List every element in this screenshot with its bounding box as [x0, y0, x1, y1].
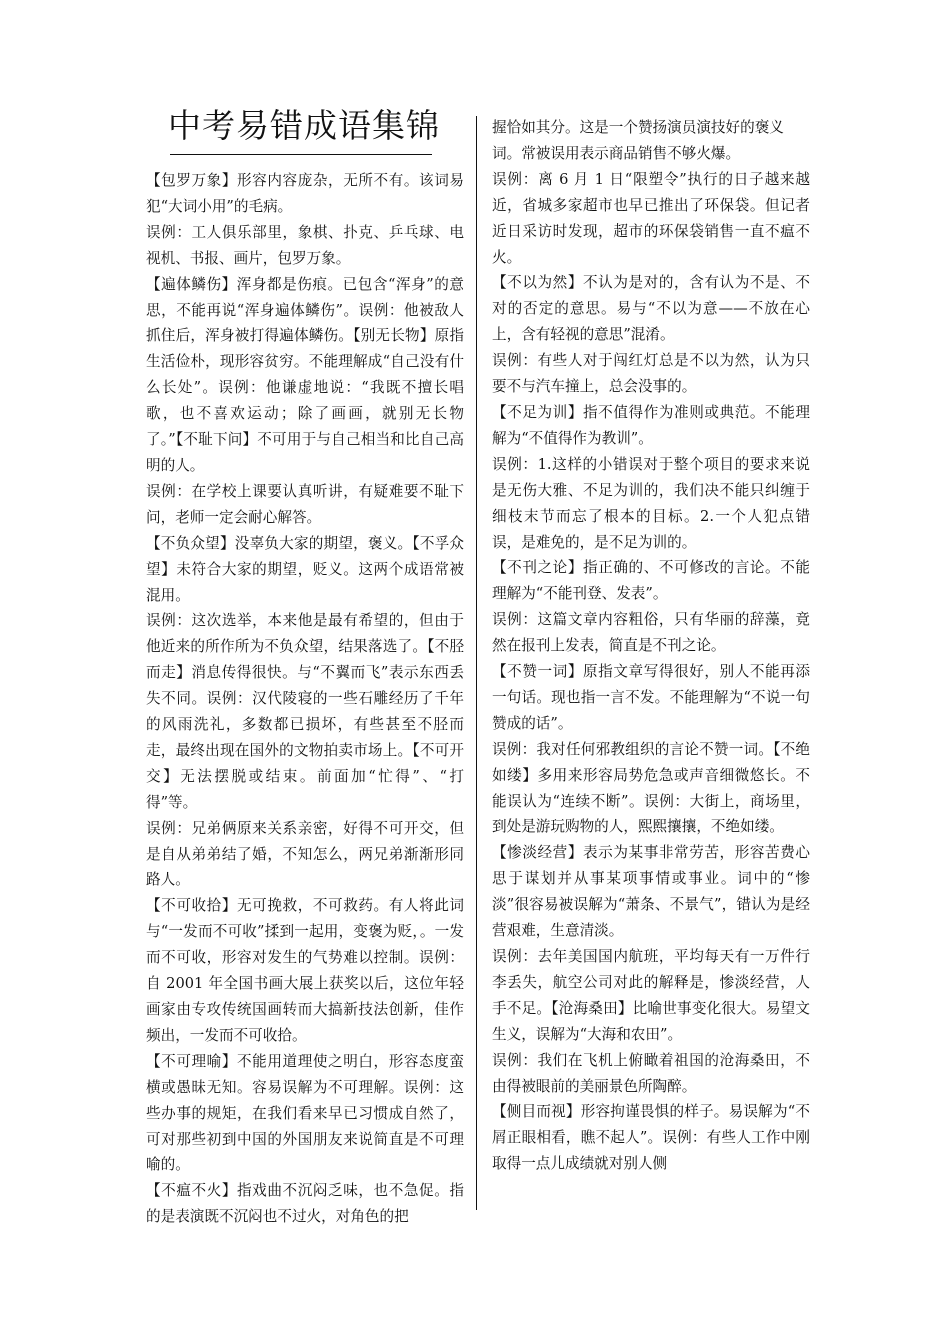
paragraph: 【惨淡经营】表示为某事非常劳苦，形容苦费心思于谋划并从事某项事情或事业。词中的“惨淡”很容易被误解为“萧条、不景气”，错认为是经营艰难，生意清淡。: [492, 844, 810, 940]
paragraph: 误例：工人俱乐部里，象棋、扑克、乒乓球、电视机、书报、画片，包罗万象。: [146, 223, 464, 267]
paragraph: 误例：这次选举，本来他是最有希望的，但由于他近来的所作所为不负众望，结果落选了。【不胫而走】消息传得很快。与“不翼而飞”表示东西丢失不同。误例：汉代陵寝的一些石雕经历了千年的风雨洗礼，多数都已损坏，有些甚至不胫而走，最终出现在国外的文物拍卖市场上。【不可开交】无法摆脱或结束。前面加“忙得”、“打得”等。: [146, 612, 464, 811]
paragraph: 词。常被误用表示商品销售不够火爆。: [492, 144, 741, 162]
paragraph: 误例：离 6 月 1 日“限塑令”执行的日子越来越近，省城多家超市也早已推出了环保袋。但记者近日采访时发现，超市的环保袋销售一直不瘟不火。: [492, 170, 810, 266]
paragraph: 误例：有些人对于闯红灯总是不以为然，认为只要不与汽车撞上，总会没事的。: [492, 352, 810, 396]
paragraph: 握恰如其分。这是一个赞扬演员演技好的褒义: [492, 119, 784, 136]
paragraph: 误例：在学校上课要认真听讲，有疑难要不耻下问，老师一定会耐心解答。: [146, 482, 464, 526]
paragraph: 【包罗万象】形容内容庞杂，无所不有。该词易犯“大词小用”的毛病。: [146, 172, 464, 215]
paragraph: 【不赞一词】原指文章写得很好，别人不能再添一句话。现也指一言不发。不能理解为“不说一句赞成的话”。: [492, 663, 810, 732]
paragraph: 误例：这篇文章内容粗俗，只有华丽的辞藻，竟然在报刊上发表，简直是不刊之论。: [492, 611, 810, 655]
paragraph: 【遍体鳞伤】浑身都是伤痕。已包含“浑身”的意思，不能再说“浑身遍体鳞伤”。误例：他被敌人抓住后，浑身被打得遍体鳞伤。【别无长物】原指生活俭朴，现形容贫穷。不能理解成“自己没有什么长处”。误例：他谦虚地说：“我既不擅长唱歌，也不喜欢运动；除了画画，就别无长物了。”【不耻下问】不可用于与自己相当和比自己高明的人。: [146, 275, 464, 474]
paragraph: 误例：兄弟俩原来关系亲密，好得不可开交，但是自从弟弟结了婚，不知怎么，两兄弟渐渐形同路人。: [146, 819, 464, 889]
paragraph: 【侧目而视】形容拘谨畏惧的样子。易误解为“不屑正眼相看，瞧不起人”。误例：有些人工作中刚取得一点儿成绩就对别人侧: [492, 1103, 810, 1173]
paragraph: 【不以为然】不认为是对的，含有认为不是、不对的否定的意思。易与“不以为意——不放在心上，含有轻视的意思”混淆。: [492, 274, 810, 344]
paragraph: 【不刊之论】指正确的、不可修改的言论。不能理解为“不能刊登、发表”。: [492, 559, 810, 603]
paragraph: 【不瘟不火】指戏曲不沉闷乏味，也不急促。指的是表演既不沉闷也不过火，对角色的把: [146, 1182, 464, 1226]
page-title: 中考易错成语集锦: [168, 106, 440, 145]
paragraph: 误例：我们在飞机上俯瞰着祖国的沧海桑田，不由得被眼前的美丽景色所陶醉。: [492, 1051, 810, 1095]
paragraph: 误例：去年美国国内航班，平均每天有一万件行李丢失，航空公司对此的解释是，惨淡经营，人手不足。【沧海桑田】比喻世事变化很大。易望文生义，误解为“大海和农田”。: [492, 948, 810, 1043]
paragraph: 误例：1.这样的小错误对于整个项目的要求来说是无伤大雅、不足为训的，我们决不能只纠缠于细枝末节而忘了根本的目标。2.一个人犯点错误，是难免的，是不足为训的。: [492, 455, 810, 551]
title-underline: [170, 154, 432, 155]
left-column: [146, 168, 464, 1230]
paragraph: 【不负众望】没辜负大家的期望，褒义。【不孚众望】未符合大家的期望，贬义。这两个成语常被混用。: [146, 534, 464, 604]
right-column: [492, 115, 810, 1177]
paragraph: 【不可收拾】无可挽救，不可救药。有人将此词与“一发而不可收”揉到一起用，变褒为贬，。一发而不可收，形容对发生的气势难以控制。误例：自 2001 年全国书画大展上获奖以后，这位年轻画家由专攻传统国画转而大搞新技法创新，佳作频出，一发而不可收拾。: [146, 897, 464, 1044]
paragraph: 【不可理喻】不能用道理使之明白，形容态度蛮横或愚昧无知。容易误解为不可理解。误例：这些办事的规矩，在我们看来早已习惯成自然了，可对那些初到中国的外国朋友来说简直是不可理喻的。: [146, 1052, 464, 1174]
paragraph: 误例：我对任何邪教组织的言论不赞一词。【不绝如缕】多用来形容局势危急或声音细微悠长。不能误认为“连续不断”。误例：大街上，商场里，到处是游玩购物的人，熙熙攘攘，不绝如缕。: [492, 740, 810, 836]
column-divider: [476, 116, 477, 1210]
paragraph: 【不足为训】指不值得作为准则或典范。不能理解为“不值得作为教训”。: [492, 403, 810, 447]
